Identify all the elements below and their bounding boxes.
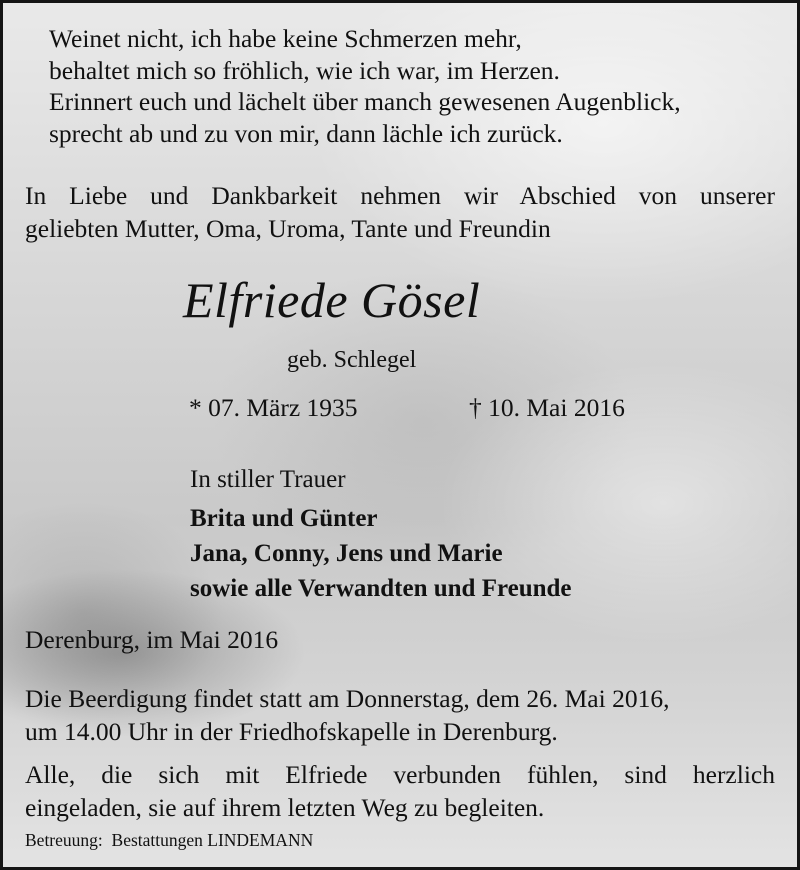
funeral-line: um 14.00 Uhr in der Friedhofskapelle in Derenburg. [25, 717, 558, 746]
farewell-intro [25, 179, 775, 245]
poem-line: Erinnert euch und lächelt über manch gewesenen Augenblick, [49, 87, 681, 116]
funeral-line: Die Beerdigung findet statt am Donnerstag, dem 26. Mai 2016, [25, 684, 670, 713]
invitation-text [25, 758, 775, 824]
invitation-line: eingeladen, sie auf ihrem letzten Weg zu begleiten. [25, 793, 545, 822]
intro-line: geliebten Mutter, Oma, Uroma, Tante und Freundin [25, 214, 551, 243]
memorial-poem [49, 23, 681, 149]
undertaker-credit [25, 830, 313, 851]
mourner-line: Jana, Conny, Jens und Marie [190, 540, 503, 567]
undertaker-name: Bestattungen LINDEMANN [111, 830, 314, 850]
mourner-line: Brita und Günter [190, 505, 378, 532]
intro-line: In Liebe und Dankbarkeit nehmen wir Abschied von unserer [25, 181, 775, 210]
mourning-title: In stiller Trauer [190, 466, 346, 493]
invitation-line: Alle, die sich mit Elfriede verbunden fühlen, sind herzlich [25, 760, 775, 789]
poem-line: sprecht ab und zu von mir, dann lächle ich zurück. [49, 118, 563, 148]
death-date: † 10. Mai 2016 [469, 393, 625, 422]
funeral-details [25, 682, 775, 748]
poem-line: Weinet nicht, ich habe keine Schmerzen mehr, [49, 24, 522, 53]
undertaker-label: Betreuung: [25, 830, 103, 850]
place-and-date: Derenburg, im Mai 2016 [25, 625, 279, 654]
maiden-name: geb. Schlegel [287, 347, 417, 373]
mourner-line: sowie alle Verwandten und Freunde [190, 575, 572, 602]
deceased-name: Elfriede Gösel [183, 272, 481, 328]
birth-date: * 07. März 1935 [189, 393, 358, 422]
poem-line: behaltet mich so fröhlich, wie ich war, im Herzen. [49, 55, 560, 85]
mourners-list [190, 501, 572, 606]
